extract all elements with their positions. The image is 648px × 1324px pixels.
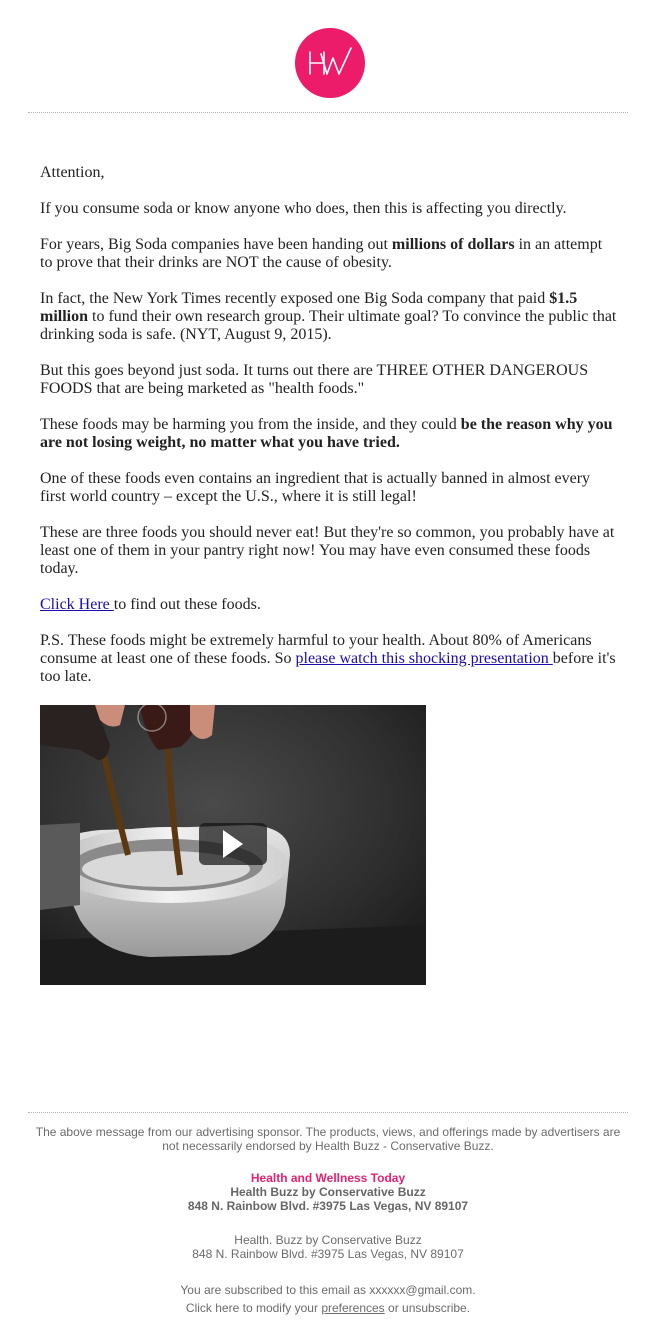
presentation-link[interactable]: please watch this shocking presentation [295, 650, 553, 667]
hw-logo-icon [295, 28, 365, 98]
company-name: Health Buzz by Conservative Buzz [230, 1185, 426, 1199]
greeting: Attention, [40, 164, 105, 181]
paragraph-never-eat: These are three foods you should never eat! But they're so common, you probably have at least one of them in your pantry right now! You may have even consumed these foods today. [40, 524, 615, 577]
text-segment: to fund their own research group. Their ultimate goal? To convince the public that drinking soda is safe. (NYT, August 9, 2015). [40, 308, 617, 343]
subscription-block [28, 1281, 628, 1317]
company-address-plain: 848 N. Rainbow Blvd. #3975 Las Vegas, NV 89107 [192, 1247, 464, 1261]
paragraph-cta [40, 596, 618, 614]
play-button[interactable] [199, 823, 267, 865]
text-segment: For years, Big Soda companies have been handing out [40, 236, 392, 253]
text-segment: before it's too late. [40, 650, 616, 685]
modify-notice [28, 1299, 628, 1317]
sender-block [28, 1171, 628, 1213]
company-name-plain: Health. Buzz by Conservative Buzz [234, 1233, 422, 1247]
play-icon [221, 828, 245, 860]
text-segment: Click here to modify your [185, 1301, 322, 1315]
paragraph-harming [40, 416, 618, 452]
paragraph-big-soda [40, 236, 618, 272]
bold-text: $1.5 million [40, 290, 578, 325]
sender-block-plain [28, 1233, 628, 1261]
bold-text: millions of dollars [391, 236, 515, 253]
brand-name: Health and Wellness Today [250, 1171, 406, 1185]
text-segment: In fact, the New York Times recently exposed one Big Soda company that paid [40, 290, 550, 307]
header-divider [28, 112, 628, 113]
text-segment: in an attempt to prove that their drinks are NOT the cause of obesity. [40, 236, 603, 271]
text-segment: These foods may be harming you from the inside, and they could [40, 416, 461, 433]
paragraph-ps [40, 632, 618, 686]
email-footer [28, 1125, 628, 1317]
subscribed-notice: You are subscribed to this email as xxxxxx@gmail.com. [180, 1283, 476, 1297]
email-body [40, 164, 618, 704]
sponsor-disclaimer: The above message from our advertising sponsor. The products, views, and offerings made by advertisers are not necessarily endorsed by Health Buzz - Conservative Buzz. [35, 1125, 621, 1153]
paragraph-nyt [40, 290, 618, 344]
text-segment: to find out these foods. [113, 596, 261, 613]
brand-logo [295, 28, 365, 98]
company-address: 848 N. Rainbow Blvd. #3975 Las Vegas, NV 89107 [187, 1199, 469, 1213]
paragraph-intro: If you consume soda or know anyone who does, then this is affecting you directly. [40, 200, 567, 217]
paragraph-banned: One of these foods even contains an ingredient that is actually banned in almost every first world country – except the U.S., where it is still legal! [40, 470, 591, 505]
text-segment: or unsubscribe. [384, 1301, 471, 1315]
bold-text: be the reason why you are not losing weight, no matter what you have tried. [40, 416, 613, 451]
preferences-link[interactable]: preferences [321, 1301, 385, 1315]
text-segment: P.S. These foods might be extremely harmful to your health. About 80% of Americans consume at least one of these foods. So [40, 632, 592, 667]
footer-divider [28, 1112, 628, 1113]
video-thumbnail[interactable] [40, 705, 426, 985]
paragraph-dangerous-foods: But this goes beyond just soda. It turns out there are THREE OTHER DANGEROUS FOODS that are being marketed as "health foods." [40, 362, 589, 397]
click-here-link[interactable]: Click Here [40, 596, 114, 613]
